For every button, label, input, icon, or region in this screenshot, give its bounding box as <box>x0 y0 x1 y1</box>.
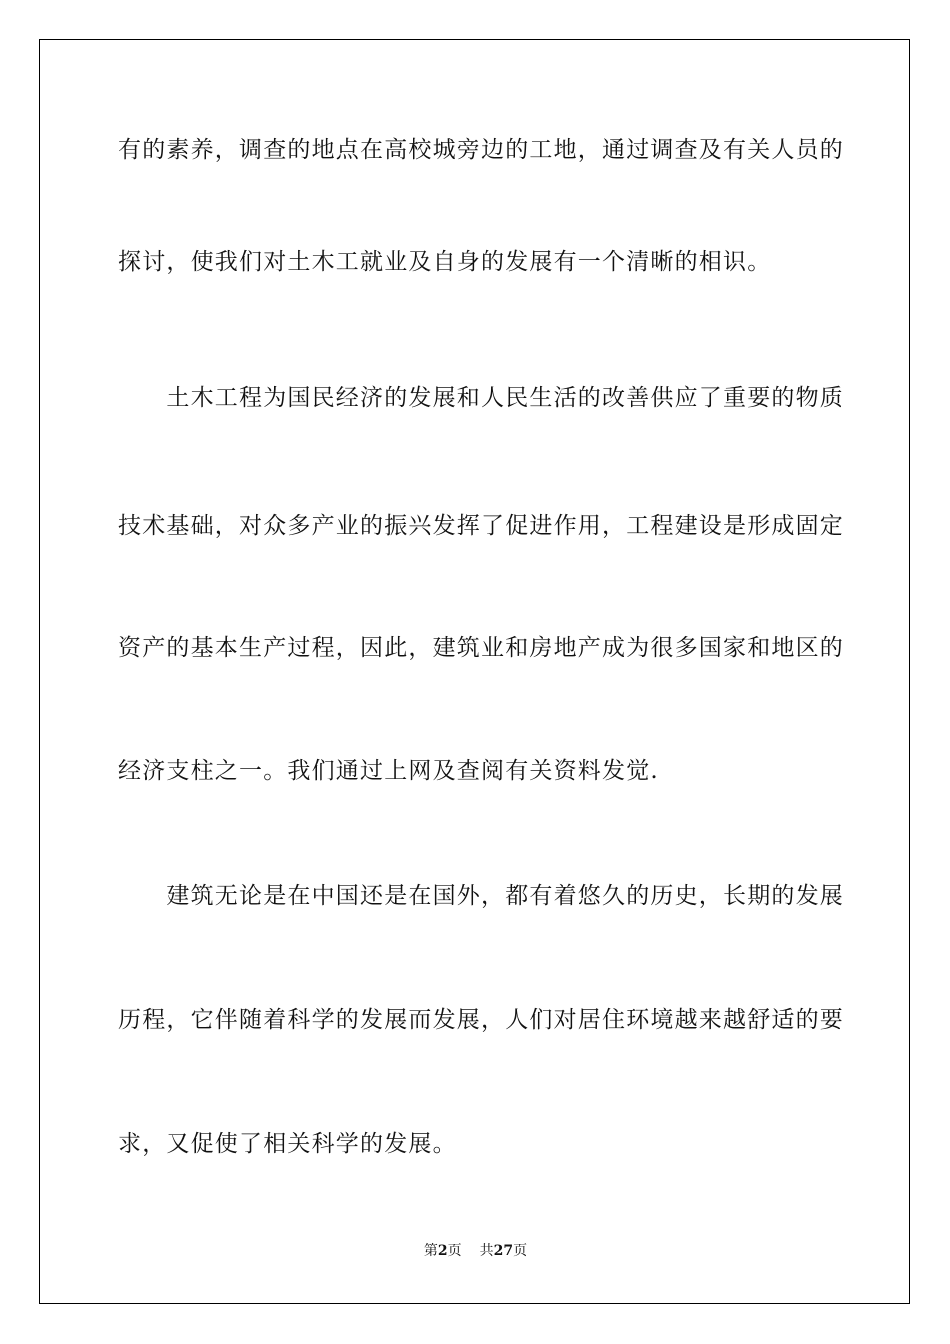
footer-page-suffix: 页 <box>447 1243 462 1259</box>
footer-page-number: 2 <box>437 1243 448 1259</box>
text-line-4: 技术基础，对众多产业的振兴发挥了促进作用，工程建设是形成固定 <box>118 513 844 539</box>
footer-total-suffix: 页 <box>513 1243 528 1259</box>
text-line-9: 求，又促使了相关科学的发展。 <box>118 1131 457 1157</box>
text-line-8: 历程，它伴随着科学的发展而发展，人们对居住环境越来越舒适的要 <box>118 1007 844 1033</box>
text-line-3: 土木工程为国民经济的发展和人民生活的改善供应了重要的物质 <box>118 385 844 411</box>
page-frame <box>39 39 910 1304</box>
text-line-1: 有的素养，调查的地点在高校城旁边的工地，通过调查及有关人员的 <box>118 137 844 163</box>
page-footer <box>40 1242 911 1260</box>
text-line-7: 建筑无论是在中国还是在国外，都有着悠久的历史，长期的发展 <box>118 883 844 909</box>
footer-total-number: 27 <box>493 1243 514 1259</box>
text-line-2: 探讨，使我们对土木工就业及自身的发展有一个清晰的相识。 <box>118 249 772 275</box>
text-line-6: 经济支柱之一。我们通过上网及查阅有关资料发觉. <box>118 758 659 784</box>
footer-total-prefix: 共 <box>479 1243 494 1259</box>
text-line-5: 资产的基本生产过程，因此，建筑业和房地产成为很多国家和地区的 <box>118 635 844 661</box>
footer-page-prefix: 第 <box>423 1243 438 1259</box>
